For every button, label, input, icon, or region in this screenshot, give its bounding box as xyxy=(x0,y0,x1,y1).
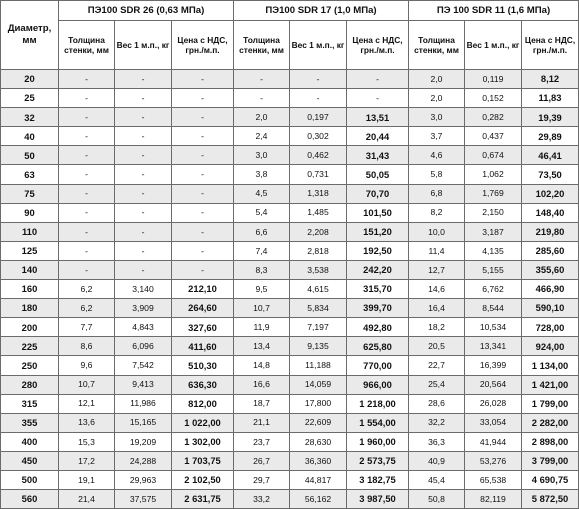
wall-thickness-cell: - xyxy=(59,89,115,108)
price-cell: 315,70 xyxy=(347,280,409,299)
wall-thickness-cell: 6,8 xyxy=(409,184,465,203)
table-row xyxy=(1,394,579,413)
wall-thickness-cell: 40,9 xyxy=(409,451,465,470)
wall-thickness-cell: 15,3 xyxy=(59,432,115,451)
wall-thickness-cell: - xyxy=(59,241,115,260)
price-cell: 192,50 xyxy=(347,241,409,260)
table-row xyxy=(1,165,579,184)
price-cell: 1 218,00 xyxy=(347,394,409,413)
table-row xyxy=(1,108,579,127)
wall-thickness-cell: 18,7 xyxy=(234,394,290,413)
wall-thickness-cell: 8,3 xyxy=(234,260,290,279)
price-cell: - xyxy=(172,184,234,203)
table-row xyxy=(1,184,579,203)
price-cell: 3 182,75 xyxy=(347,470,409,489)
weight-cell: 16,399 xyxy=(465,356,522,375)
table-row xyxy=(1,127,579,146)
wall-thickness-cell: 21,1 xyxy=(234,413,290,432)
table-row xyxy=(1,337,579,356)
table-row xyxy=(1,146,579,165)
wall-thickness-cell: - xyxy=(59,70,115,89)
price-cell: 19,39 xyxy=(522,108,579,127)
weight-cell: 7,197 xyxy=(290,318,347,337)
wall-thickness-cell: 12,1 xyxy=(59,394,115,413)
diameter-cell: 40 xyxy=(1,127,59,146)
diameter-cell: 125 xyxy=(1,241,59,260)
price-header: Цена с НДС, грн./м.п. xyxy=(522,21,579,70)
table-row xyxy=(1,89,579,108)
table-row xyxy=(1,356,579,375)
weight-cell: 17,800 xyxy=(290,394,347,413)
diameter-cell: 75 xyxy=(1,184,59,203)
wall-thickness-cell: - xyxy=(59,165,115,184)
price-cell: 399,70 xyxy=(347,299,409,318)
price-cell: 13,51 xyxy=(347,108,409,127)
price-cell: 2 102,50 xyxy=(172,470,234,489)
price-cell: 285,60 xyxy=(522,241,579,260)
weight-cell: - xyxy=(115,89,172,108)
price-cell: 2 631,75 xyxy=(172,490,234,509)
price-cell: 101,50 xyxy=(347,203,409,222)
weight-cell: 4,135 xyxy=(465,241,522,260)
weight-cell: 33,054 xyxy=(465,413,522,432)
price-cell: 5 872,50 xyxy=(522,490,579,509)
weight-header: Вес 1 м.п., кг xyxy=(465,21,522,70)
weight-cell: 0,462 xyxy=(290,146,347,165)
wall-thickness-cell: 22,7 xyxy=(409,356,465,375)
wall-thickness-cell: 50,8 xyxy=(409,490,465,509)
table-row xyxy=(1,260,579,279)
price-cell: 148,40 xyxy=(522,203,579,222)
wall-thickness-cell: 28,6 xyxy=(409,394,465,413)
wall-thickness-cell: 9,6 xyxy=(59,356,115,375)
table-row xyxy=(1,432,579,451)
wall-thickness-cell: 16,4 xyxy=(409,299,465,318)
weight-cell: 0,674 xyxy=(465,146,522,165)
table-row xyxy=(1,451,579,470)
price-cell: 50,05 xyxy=(347,165,409,184)
price-cell: 11,83 xyxy=(522,89,579,108)
wall-thickness-cell: - xyxy=(234,89,290,108)
price-cell: 3 987,50 xyxy=(347,490,409,509)
weight-cell: 28,630 xyxy=(290,432,347,451)
price-cell: - xyxy=(172,222,234,241)
weight-cell: 0,282 xyxy=(465,108,522,127)
wall-thickness-cell: 12,7 xyxy=(409,260,465,279)
weight-cell: - xyxy=(115,184,172,203)
diameter-cell: 355 xyxy=(1,413,59,432)
diameter-cell: 90 xyxy=(1,203,59,222)
weight-cell: 4,843 xyxy=(115,318,172,337)
price-cell: 466,90 xyxy=(522,280,579,299)
weight-cell: 3,538 xyxy=(290,260,347,279)
table-row xyxy=(1,318,579,337)
table-row xyxy=(1,375,579,394)
wall-thickness-cell: 3,0 xyxy=(234,146,290,165)
wall-thickness-cell: 29,7 xyxy=(234,470,290,489)
wall-thickness-cell: 5,8 xyxy=(409,165,465,184)
price-cell: 1 960,00 xyxy=(347,432,409,451)
diameter-cell: 400 xyxy=(1,432,59,451)
price-cell: 770,00 xyxy=(347,356,409,375)
price-cell: 1 554,00 xyxy=(347,413,409,432)
price-cell: 46,41 xyxy=(522,146,579,165)
wall-thickness-header: Толщина стенки, мм xyxy=(409,21,465,70)
price-cell: 3 799,00 xyxy=(522,451,579,470)
wall-thickness-cell: 5,4 xyxy=(234,203,290,222)
diameter-cell: 200 xyxy=(1,318,59,337)
wall-thickness-cell: 6,2 xyxy=(59,299,115,318)
weight-cell: 26,028 xyxy=(465,394,522,413)
wall-thickness-cell: - xyxy=(59,146,115,165)
weight-cell: 1,485 xyxy=(290,203,347,222)
table-row xyxy=(1,299,579,318)
wall-thickness-cell: 8,2 xyxy=(409,203,465,222)
wall-thickness-cell: - xyxy=(59,127,115,146)
wall-thickness-cell: 26,7 xyxy=(234,451,290,470)
table-row xyxy=(1,222,579,241)
diameter-cell: 160 xyxy=(1,280,59,299)
weight-cell: 3,140 xyxy=(115,280,172,299)
price-cell: - xyxy=(172,165,234,184)
diameter-cell: 500 xyxy=(1,470,59,489)
diameter-cell: 315 xyxy=(1,394,59,413)
price-cell: - xyxy=(172,70,234,89)
price-cell: 2 573,75 xyxy=(347,451,409,470)
wall-thickness-cell: 2,0 xyxy=(409,70,465,89)
weight-cell: 2,818 xyxy=(290,241,347,260)
price-cell: 1 799,00 xyxy=(522,394,579,413)
weight-cell: 1,062 xyxy=(465,165,522,184)
weight-cell: - xyxy=(115,70,172,89)
wall-thickness-cell: 16,6 xyxy=(234,375,290,394)
wall-thickness-cell: 32,2 xyxy=(409,413,465,432)
weight-cell: 3,187 xyxy=(465,222,522,241)
wall-thickness-cell: 11,9 xyxy=(234,318,290,337)
price-cell: 924,00 xyxy=(522,337,579,356)
wall-thickness-cell: 11,4 xyxy=(409,241,465,260)
weight-cell: 13,341 xyxy=(465,337,522,356)
price-cell: 212,10 xyxy=(172,280,234,299)
weight-cell: 0,197 xyxy=(290,108,347,127)
price-cell: - xyxy=(347,70,409,89)
diameter-cell: 25 xyxy=(1,89,59,108)
weight-cell: 2,150 xyxy=(465,203,522,222)
diameter-cell: 225 xyxy=(1,337,59,356)
wall-thickness-cell: 33,2 xyxy=(234,490,290,509)
price-cell: 151,20 xyxy=(347,222,409,241)
wall-thickness-cell: 3,7 xyxy=(409,127,465,146)
price-cell: 327,60 xyxy=(172,318,234,337)
wall-thickness-cell: 10,0 xyxy=(409,222,465,241)
diameter-cell: 250 xyxy=(1,356,59,375)
price-cell: - xyxy=(172,127,234,146)
wall-thickness-cell: 21,4 xyxy=(59,490,115,509)
table-row xyxy=(1,413,579,432)
weight-header: Вес 1 м.п., кг xyxy=(290,21,347,70)
weight-cell: 41,944 xyxy=(465,432,522,451)
weight-cell: 0,152 xyxy=(465,89,522,108)
weight-header: Вес 1 м.п., кг xyxy=(115,21,172,70)
price-header: Цена с НДС, грн./м.п. xyxy=(172,21,234,70)
weight-cell: 0,437 xyxy=(465,127,522,146)
price-cell: - xyxy=(172,108,234,127)
price-cell: 102,20 xyxy=(522,184,579,203)
weight-cell: 9,135 xyxy=(290,337,347,356)
weight-cell: 37,575 xyxy=(115,490,172,509)
weight-cell: 22,609 xyxy=(290,413,347,432)
price-cell: 728,00 xyxy=(522,318,579,337)
price-cell: 2 898,00 xyxy=(522,432,579,451)
wall-thickness-cell: 20,5 xyxy=(409,337,465,356)
weight-cell: - xyxy=(115,108,172,127)
wall-thickness-cell: - xyxy=(59,222,115,241)
diameter-cell: 560 xyxy=(1,490,59,509)
price-cell: 1 134,00 xyxy=(522,356,579,375)
diameter-header: Диаметр, мм xyxy=(1,1,59,70)
wall-thickness-cell: 17,2 xyxy=(59,451,115,470)
group-header-sdr11: ПЭ 100 SDR 11 (1,6 МПа) xyxy=(409,1,579,21)
wall-thickness-header: Толщина стенки, мм xyxy=(234,21,290,70)
weight-cell: - xyxy=(115,260,172,279)
weight-cell: 9,413 xyxy=(115,375,172,394)
price-cell: - xyxy=(172,146,234,165)
price-cell: - xyxy=(172,203,234,222)
price-cell: 20,44 xyxy=(347,127,409,146)
price-cell: - xyxy=(172,241,234,260)
price-cell: 8,12 xyxy=(522,70,579,89)
wall-thickness-cell: - xyxy=(59,260,115,279)
wall-thickness-cell: 7,4 xyxy=(234,241,290,260)
price-cell: 625,80 xyxy=(347,337,409,356)
wall-thickness-cell: 2,0 xyxy=(409,89,465,108)
weight-cell: 15,165 xyxy=(115,413,172,432)
wall-thickness-cell: 2,4 xyxy=(234,127,290,146)
weight-cell: 2,208 xyxy=(290,222,347,241)
table-row xyxy=(1,490,579,509)
diameter-cell: 280 xyxy=(1,375,59,394)
diameter-cell: 63 xyxy=(1,165,59,184)
weight-cell: 53,276 xyxy=(465,451,522,470)
price-cell: 1 022,00 xyxy=(172,413,234,432)
price-cell: 411,60 xyxy=(172,337,234,356)
table-row xyxy=(1,70,579,89)
wall-thickness-cell: 3,0 xyxy=(409,108,465,127)
weight-cell: 14,059 xyxy=(290,375,347,394)
wall-thickness-cell: - xyxy=(59,108,115,127)
weight-cell: - xyxy=(290,89,347,108)
wall-thickness-cell: 36,3 xyxy=(409,432,465,451)
diameter-cell: 50 xyxy=(1,146,59,165)
weight-cell: - xyxy=(115,146,172,165)
diameter-cell: 32 xyxy=(1,108,59,127)
price-cell: - xyxy=(347,89,409,108)
price-cell: 2 282,00 xyxy=(522,413,579,432)
weight-cell: 1,769 xyxy=(465,184,522,203)
wall-thickness-cell: 19,1 xyxy=(59,470,115,489)
diameter-cell: 180 xyxy=(1,299,59,318)
price-cell: 73,50 xyxy=(522,165,579,184)
wall-thickness-cell: 2,0 xyxy=(234,108,290,127)
price-cell: 492,80 xyxy=(347,318,409,337)
weight-cell: 20,564 xyxy=(465,375,522,394)
weight-cell: - xyxy=(115,241,172,260)
wall-thickness-cell: 45,4 xyxy=(409,470,465,489)
wall-thickness-cell: - xyxy=(59,184,115,203)
weight-cell: 44,817 xyxy=(290,470,347,489)
price-cell: 1 703,75 xyxy=(172,451,234,470)
price-cell: 1 421,00 xyxy=(522,375,579,394)
wall-thickness-cell: 8,6 xyxy=(59,337,115,356)
weight-cell: 0,302 xyxy=(290,127,347,146)
wall-thickness-cell: 23,7 xyxy=(234,432,290,451)
weight-cell: 5,155 xyxy=(465,260,522,279)
weight-cell: - xyxy=(115,127,172,146)
diameter-cell: 450 xyxy=(1,451,59,470)
price-cell: - xyxy=(172,260,234,279)
weight-cell: 29,963 xyxy=(115,470,172,489)
weight-cell: 3,909 xyxy=(115,299,172,318)
price-cell: - xyxy=(172,89,234,108)
price-cell: 510,30 xyxy=(172,356,234,375)
price-cell: 264,60 xyxy=(172,299,234,318)
wall-thickness-cell: 10,7 xyxy=(234,299,290,318)
table-row xyxy=(1,203,579,222)
price-cell: 70,70 xyxy=(347,184,409,203)
group-header-sdr26: ПЭ100 SDR 26 (0,63 МПа) xyxy=(59,1,234,21)
wall-thickness-cell: - xyxy=(234,70,290,89)
wall-thickness-cell: 14,6 xyxy=(409,280,465,299)
weight-cell: 19,209 xyxy=(115,432,172,451)
weight-cell: 36,360 xyxy=(290,451,347,470)
price-cell: 966,00 xyxy=(347,375,409,394)
table-row xyxy=(1,280,579,299)
price-cell: 590,10 xyxy=(522,299,579,318)
weight-cell: 11,188 xyxy=(290,356,347,375)
wall-thickness-header: Толщина стенки, мм xyxy=(59,21,115,70)
wall-thickness-cell: 14,8 xyxy=(234,356,290,375)
weight-cell: 1,318 xyxy=(290,184,347,203)
diameter-cell: 140 xyxy=(1,260,59,279)
price-cell: 812,00 xyxy=(172,394,234,413)
price-cell: 242,20 xyxy=(347,260,409,279)
diameter-cell: 110 xyxy=(1,222,59,241)
weight-cell: 6,096 xyxy=(115,337,172,356)
wall-thickness-cell: 18,2 xyxy=(409,318,465,337)
price-cell: 29,89 xyxy=(522,127,579,146)
weight-cell: - xyxy=(290,70,347,89)
wall-thickness-cell: 4,5 xyxy=(234,184,290,203)
weight-cell: 4,615 xyxy=(290,280,347,299)
wall-thickness-cell: 3,8 xyxy=(234,165,290,184)
wall-thickness-cell: 13,6 xyxy=(59,413,115,432)
weight-cell: 0,731 xyxy=(290,165,347,184)
weight-cell: 82,119 xyxy=(465,490,522,509)
price-cell: 4 690,75 xyxy=(522,470,579,489)
wall-thickness-cell: 13,4 xyxy=(234,337,290,356)
weight-cell: 24,288 xyxy=(115,451,172,470)
weight-cell: 8,544 xyxy=(465,299,522,318)
wall-thickness-cell: 7,7 xyxy=(59,318,115,337)
wall-thickness-cell: 6,6 xyxy=(234,222,290,241)
weight-cell: 5,834 xyxy=(290,299,347,318)
weight-cell: 0,119 xyxy=(465,70,522,89)
weight-cell: - xyxy=(115,203,172,222)
wall-thickness-cell: 6,2 xyxy=(59,280,115,299)
wall-thickness-cell: 25,4 xyxy=(409,375,465,394)
weight-cell: - xyxy=(115,222,172,241)
group-header-row xyxy=(1,1,579,21)
diameter-cell: 20 xyxy=(1,70,59,89)
wall-thickness-cell: 10,7 xyxy=(59,375,115,394)
group-header-sdr17: ПЭ100 SDR 17 (1,0 МПа) xyxy=(234,1,409,21)
weight-cell: 11,986 xyxy=(115,394,172,413)
weight-cell: 10,534 xyxy=(465,318,522,337)
wall-thickness-cell: - xyxy=(59,203,115,222)
price-cell: 31,43 xyxy=(347,146,409,165)
price-header: Цена с НДС, грн./м.п. xyxy=(347,21,409,70)
weight-cell: - xyxy=(115,165,172,184)
weight-cell: 6,762 xyxy=(465,280,522,299)
price-cell: 1 302,00 xyxy=(172,432,234,451)
price-cell: 219,80 xyxy=(522,222,579,241)
weight-cell: 65,538 xyxy=(465,470,522,489)
table-body xyxy=(1,70,579,509)
wall-thickness-cell: 4,6 xyxy=(409,146,465,165)
weight-cell: 56,162 xyxy=(290,490,347,509)
table-row xyxy=(1,241,579,260)
wall-thickness-cell: 9,5 xyxy=(234,280,290,299)
price-cell: 636,30 xyxy=(172,375,234,394)
weight-cell: 7,542 xyxy=(115,356,172,375)
price-cell: 355,60 xyxy=(522,260,579,279)
sub-header-row xyxy=(1,21,579,70)
table-row xyxy=(1,470,579,489)
